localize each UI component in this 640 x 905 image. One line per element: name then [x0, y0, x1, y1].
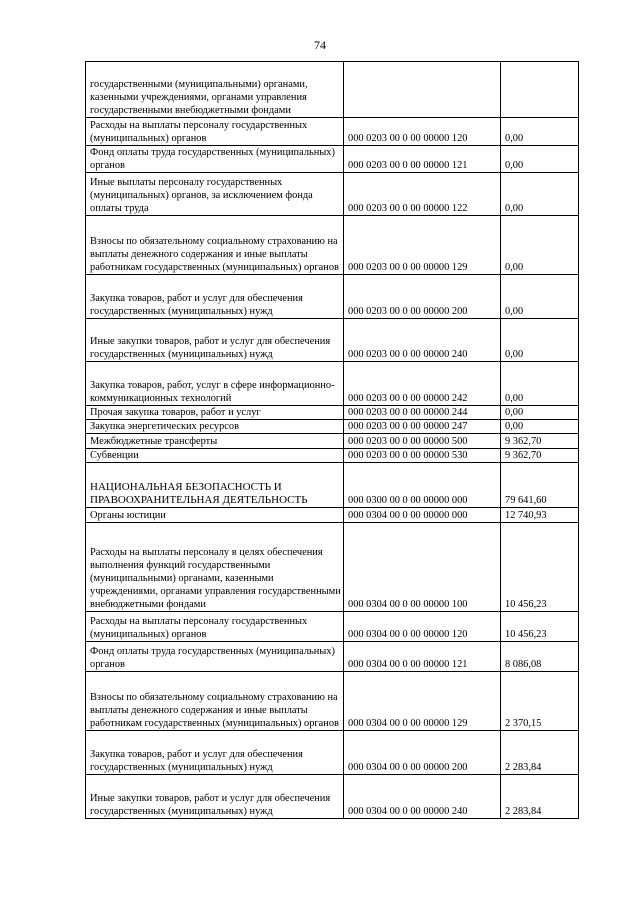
row-description: НАЦИОНАЛЬНАЯ БЕЗОПАСНОСТЬ И ПРАВООХРАНИТЕЛЬНАЯ ДЕЯТЕЛЬНОСТЬ: [86, 463, 344, 508]
row-amount: 2 370,15: [501, 672, 579, 731]
row-amount: 9 362,70: [501, 449, 579, 463]
table-row: [86, 463, 579, 508]
row-description: Фонд оплаты труда государственных (муниципальных) органов: [86, 642, 344, 672]
row-description: Иные выплаты персоналу государственных (муниципальных) органов, за исключением фонда оплаты труда: [86, 173, 344, 216]
budget-table-body: [86, 62, 579, 819]
row-description: Закупка товаров, работ и услуг для обеспечения государственных (муниципальных) нужд: [86, 731, 344, 775]
row-amount: 10 456,23: [501, 523, 579, 612]
row-budget-code: 000 0203 00 0 00 00000 500: [344, 434, 501, 449]
row-budget-code: 000 0304 00 0 00 00000 120: [344, 612, 501, 642]
row-description: Прочая закупка товаров, работ и услуг: [86, 406, 344, 420]
table-row: [86, 642, 579, 672]
row-description: государственными (муниципальными) органами, казенными учреждениями, органами управления государственными внебюджетными фондами: [86, 62, 344, 118]
table-row: [86, 420, 579, 434]
table-row: [86, 672, 579, 731]
table-row: [86, 216, 579, 275]
row-amount: 0,00: [501, 420, 579, 434]
budget-table: [85, 61, 579, 819]
row-description: Расходы на выплаты персоналу государственных (муниципальных) органов: [86, 612, 344, 642]
row-budget-code: 000 0203 00 0 00 00000 240: [344, 319, 501, 362]
table-row: [86, 434, 579, 449]
row-description: Органы юстиции: [86, 508, 344, 523]
row-budget-code: 000 0304 00 0 00 00000 129: [344, 672, 501, 731]
page-number: 74: [314, 38, 326, 52]
table-row: [86, 319, 579, 362]
row-amount: 0,00: [501, 118, 579, 146]
row-amount: 10 456,23: [501, 612, 579, 642]
row-amount: 0,00: [501, 173, 579, 216]
table-row: [86, 449, 579, 463]
row-description: Иные закупки товаров, работ и услуг для обеспечения государственных (муниципальных) нужд: [86, 319, 344, 362]
row-amount: 2 283,84: [501, 731, 579, 775]
row-description: Фонд оплаты труда государственных (муниципальных) органов: [86, 146, 344, 173]
table-row: [86, 275, 579, 319]
table-row: [86, 406, 579, 420]
row-budget-code: 000 0203 00 0 00 00000 129: [344, 216, 501, 275]
row-description: Расходы на выплаты персоналу в целях обеспечения выполнения функций государственными (муниципальными) органами, казенными учреждениями, органами управления государственными внебюджетными фондами: [86, 523, 344, 612]
row-budget-code: 000 0203 00 0 00 00000 530: [344, 449, 501, 463]
row-budget-code: 000 0304 00 0 00 00000 100: [344, 523, 501, 612]
row-description: Взносы по обязательному социальному страхованию на выплаты денежного содержания и иные выплаты работникам государственных (муниципальных) органов: [86, 216, 344, 275]
row-amount: 9 362,70: [501, 434, 579, 449]
row-budget-code: 000 0304 00 0 00 00000 121: [344, 642, 501, 672]
row-description: Расходы на выплаты персоналу государственных (муниципальных) органов: [86, 118, 344, 146]
row-budget-code: 000 0203 00 0 00 00000 121: [344, 146, 501, 173]
table-row: [86, 775, 579, 819]
table-row: [86, 118, 579, 146]
row-amount: 79 641,60: [501, 463, 579, 508]
row-description: Межбюджетные трансферты: [86, 434, 344, 449]
row-description: Закупка товаров, работ, услуг в сфере информационно-коммуникационных технологий: [86, 362, 344, 406]
row-amount: 0,00: [501, 319, 579, 362]
row-amount: 2 283,84: [501, 775, 579, 819]
row-description: Закупка товаров, работ и услуг для обеспечения государственных (муниципальных) нужд: [86, 275, 344, 319]
row-budget-code: 000 0203 00 0 00 00000 122: [344, 173, 501, 216]
table-row: [86, 62, 579, 118]
table-row: [86, 523, 579, 612]
table-row: [86, 508, 579, 523]
row-budget-code: 000 0304 00 0 00 00000 240: [344, 775, 501, 819]
row-description: Закупка энергетических ресурсов: [86, 420, 344, 434]
row-amount: 0,00: [501, 216, 579, 275]
row-amount: 12 740,93: [501, 508, 579, 523]
row-budget-code: 000 0304 00 0 00 00000 000: [344, 508, 501, 523]
row-budget-code: 000 0203 00 0 00 00000 244: [344, 406, 501, 420]
row-budget-code: [344, 62, 501, 118]
row-description: Субвенции: [86, 449, 344, 463]
row-budget-code: 000 0203 00 0 00 00000 120: [344, 118, 501, 146]
row-amount: 0,00: [501, 275, 579, 319]
row-amount: [501, 62, 579, 118]
row-amount: 8 086,08: [501, 642, 579, 672]
row-description: Иные закупки товаров, работ и услуг для обеспечения государственных (муниципальных) нужд: [86, 775, 344, 819]
row-budget-code: 000 0203 00 0 00 00000 242: [344, 362, 501, 406]
table-row: [86, 362, 579, 406]
table-row: [86, 612, 579, 642]
row-amount: 0,00: [501, 406, 579, 420]
row-budget-code: 000 0304 00 0 00 00000 200: [344, 731, 501, 775]
table-row: [86, 146, 579, 173]
row-budget-code: 000 0300 00 0 00 00000 000: [344, 463, 501, 508]
table-row: [86, 731, 579, 775]
row-amount: 0,00: [501, 146, 579, 173]
row-budget-code: 000 0203 00 0 00 00000 247: [344, 420, 501, 434]
table-row: [86, 173, 579, 216]
row-amount: 0,00: [501, 362, 579, 406]
row-budget-code: 000 0203 00 0 00 00000 200: [344, 275, 501, 319]
row-description: Взносы по обязательному социальному страхованию на выплаты денежного содержания и иные выплаты работникам государственных (муниципальных) органов: [86, 672, 344, 731]
